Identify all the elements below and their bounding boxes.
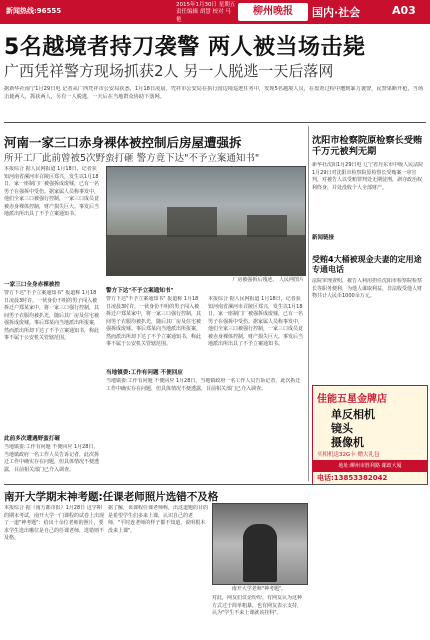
ad-promo: 买相机送32G卡 赠大礼包 bbox=[317, 452, 380, 458]
story2-body-column-2: 警方下达"不予立案通知书" 报道称 1月18日凌晨3时许，一伙身份不明的男子闯入被拆迁户郑某家中，将一家三口强行控制，其间男子衣服均被扒光，随后其厂房及住宅被强拆成废墟。事后郑某向当地派出所报案，然而派出所却下达了不予立案通知书，称此事不属于公安机关管辖范围。 bbox=[106, 296, 202, 347]
story2-headline: 河南一家三口赤身裸体被控制后房屋遭强拆 bbox=[4, 135, 242, 150]
news-hotline: 新闻热线:96555 bbox=[6, 7, 62, 15]
dateline bbox=[176, 2, 236, 24]
side-story-body-2: 法院审理查明，被告人利用担任沈阳市检察院检察长等职务便利，为他人谋取利益，非法收受他人财物共计人民币1000余万元。 bbox=[312, 278, 423, 299]
story2-body-column-1c: 当地镇委:工作有问题 不便回应 1月28日，当地镇政府一名工作人员告诉记者，此次拆迁工作中确实存在问题，但具体情况不便透露，目前相关部门已介入调查。 bbox=[4, 444, 100, 473]
story2-subhead-a: 一家三口全身赤裸被控 bbox=[4, 282, 60, 288]
story3-body-column-3: 对此，网友们议论纷纷。有网友认为这种方式过于简单粗暴，也有网友表示支持，认为"学生不来上课就该挂科"。 bbox=[212, 595, 303, 616]
news-link-tag: 新闻链接 bbox=[312, 235, 335, 241]
top-story-headline: 5名越境者持刀袭警 两人被当场击毙 bbox=[4, 35, 366, 60]
ad-brand: 佳能五星金牌店 bbox=[317, 394, 387, 405]
teacher-photo bbox=[212, 503, 308, 585]
story2-body-column-4: 当地镇委:工作有问题 不便回应 1月28日，当地镇政府一名工作人员告诉记者，此次拆迁工作中确实存在问题，但具体情况不便透露，目前相关部门已介入调查。 bbox=[106, 378, 301, 392]
camera-store-ad bbox=[312, 385, 428, 485]
ad-phone: 电话:13853382042 bbox=[317, 474, 388, 482]
debris-shape bbox=[167, 207, 217, 237]
debris-shape bbox=[107, 235, 305, 275]
story3-body-column-2: 据了解，该课程任课老师称，出这道题的目的是希望学生们多来上课，认识自己的老师，"平时连老师的样子都不知道，说明根本没来上课"。 bbox=[108, 505, 208, 534]
side-story-body: 新华社沈阳1月29日电 辽宁省丹东市中级人民法院1月29日对沈阳市检察院原检察长受贿案一审宣判，对被告人以受贿罪判处无期徒刑，剥夺政治权利终身，并处没收个人全部财产。 bbox=[312, 162, 424, 191]
ad-address: 地址:柳州市胜利路 邮政大厦 bbox=[313, 460, 427, 472]
demolition-photo bbox=[106, 166, 306, 276]
story2-subhead-b: 此前多次遭遇野蛮打砸 bbox=[4, 436, 60, 442]
story2-body-column-3: 本报综合 据人民网报道 1月18日，记者获知河南省漯河市召陵区郑兴，发生以1月18日，家一座制门厂被强拆成废墟，已有一名男子在强拆中受伤。据家属人员称事发中，他们全家三口被强行控制，一家三口成员竟被赤身裸体控制，财产损失巨大。事发后当地派出所出具了不予立案通知书。 bbox=[208, 296, 304, 347]
story2-body-column-1: 本报综合 据人民网报道 1月18日，记者获知河南省漯河市召陵区郑兴，发生以1月18日，家一座制门厂被强拆成废墟，已有一名男子在强拆中受伤。据家属人员称事发中，他们全家三口被强行控制，一家三口成员竟被赤身裸体控制，财产损失巨大。事发后当地派出所出具了不予立案通知书。 bbox=[4, 166, 100, 217]
column-divider bbox=[308, 126, 309, 481]
side-story-headline: 沈阳市检察院原检察长受贿千万元被判无期 bbox=[312, 135, 423, 157]
ad-line-3: 摄像机 bbox=[331, 436, 364, 449]
ad-line-1: 单反相机 bbox=[331, 408, 375, 421]
story2-body-column-1b: 警方下达"不予立案通知书" 报道称 1月18日凌晨3时许，一伙身份不明的男子闯入被拆迁户郑某家中，将一家三口强行控制，其间男子衣服均被扒光，随后其厂房及住宅被强拆成废墟。事后郑某向当地派出所报案，然而派出所却下达了不予立案通知书，称此事不属于公安机关管辖范围。 bbox=[4, 290, 100, 341]
story2-subhead-c: 警方下达"不予立案通知书" bbox=[106, 288, 174, 294]
divider bbox=[4, 122, 426, 123]
editor-text: 责任编辑 胡慧 校对 马艳 bbox=[176, 9, 231, 23]
story2-subheadline: 所开工厂此前曾被5次野蛮打砸 警方竟下达"不予立案通知书" bbox=[4, 153, 260, 164]
page-number: A03 bbox=[392, 4, 416, 17]
ad-line-2: 镜头 bbox=[331, 422, 353, 435]
top-story-subheadline: 广西凭祥警方现场抓获2人 另一人脱逃一天后落网 bbox=[4, 62, 334, 80]
top-story-lead: 据新华社南宁1月29日电 记者从广西凭祥市公安局获悉，1月18日凌晨，凭祥市公安局在执行国边境巡逻任务中，发现5名越境人员，在盘查过程中遭到暴力袭警，民警果断开枪，当场击毙两人，抓获两人，另有一人脱逃，一天后在当地群众协助下落网。 bbox=[4, 86, 424, 100]
side-story-headline-2: 受贿4大桶被现金夫妻的定用途专通电话 bbox=[312, 255, 422, 274]
divider bbox=[4, 484, 426, 485]
masthead bbox=[0, 0, 430, 24]
debris-shape bbox=[247, 215, 287, 237]
story3-body-column-1: 本报综合 据《南方都市报》1月28日 这学期的期末考试，南开大学一门课程的试卷上出现了一道"神考题"：给出十余位老师的照片，要求学生选出哪位是自己的任课老师，选错则不及格。 bbox=[4, 505, 104, 541]
newspaper-logo: 柳州晚报 bbox=[238, 3, 308, 21]
story3-headline: 南开大学期末神考题:任课老师照片选错不及格 bbox=[4, 491, 219, 503]
date-text: 2015年1月30日 星期五 bbox=[176, 2, 236, 8]
photo-caption: 厂房被强拆后残迹。 人民网图片 bbox=[232, 277, 304, 283]
story2-subhead-d: 当地镇委:工作有问题 不便回应 bbox=[106, 370, 183, 376]
person-silhouette bbox=[243, 524, 277, 582]
story3-photo-caption: 南开大学老师"神考题"。 bbox=[231, 586, 287, 592]
section-title: 国内·社会 bbox=[312, 6, 361, 19]
